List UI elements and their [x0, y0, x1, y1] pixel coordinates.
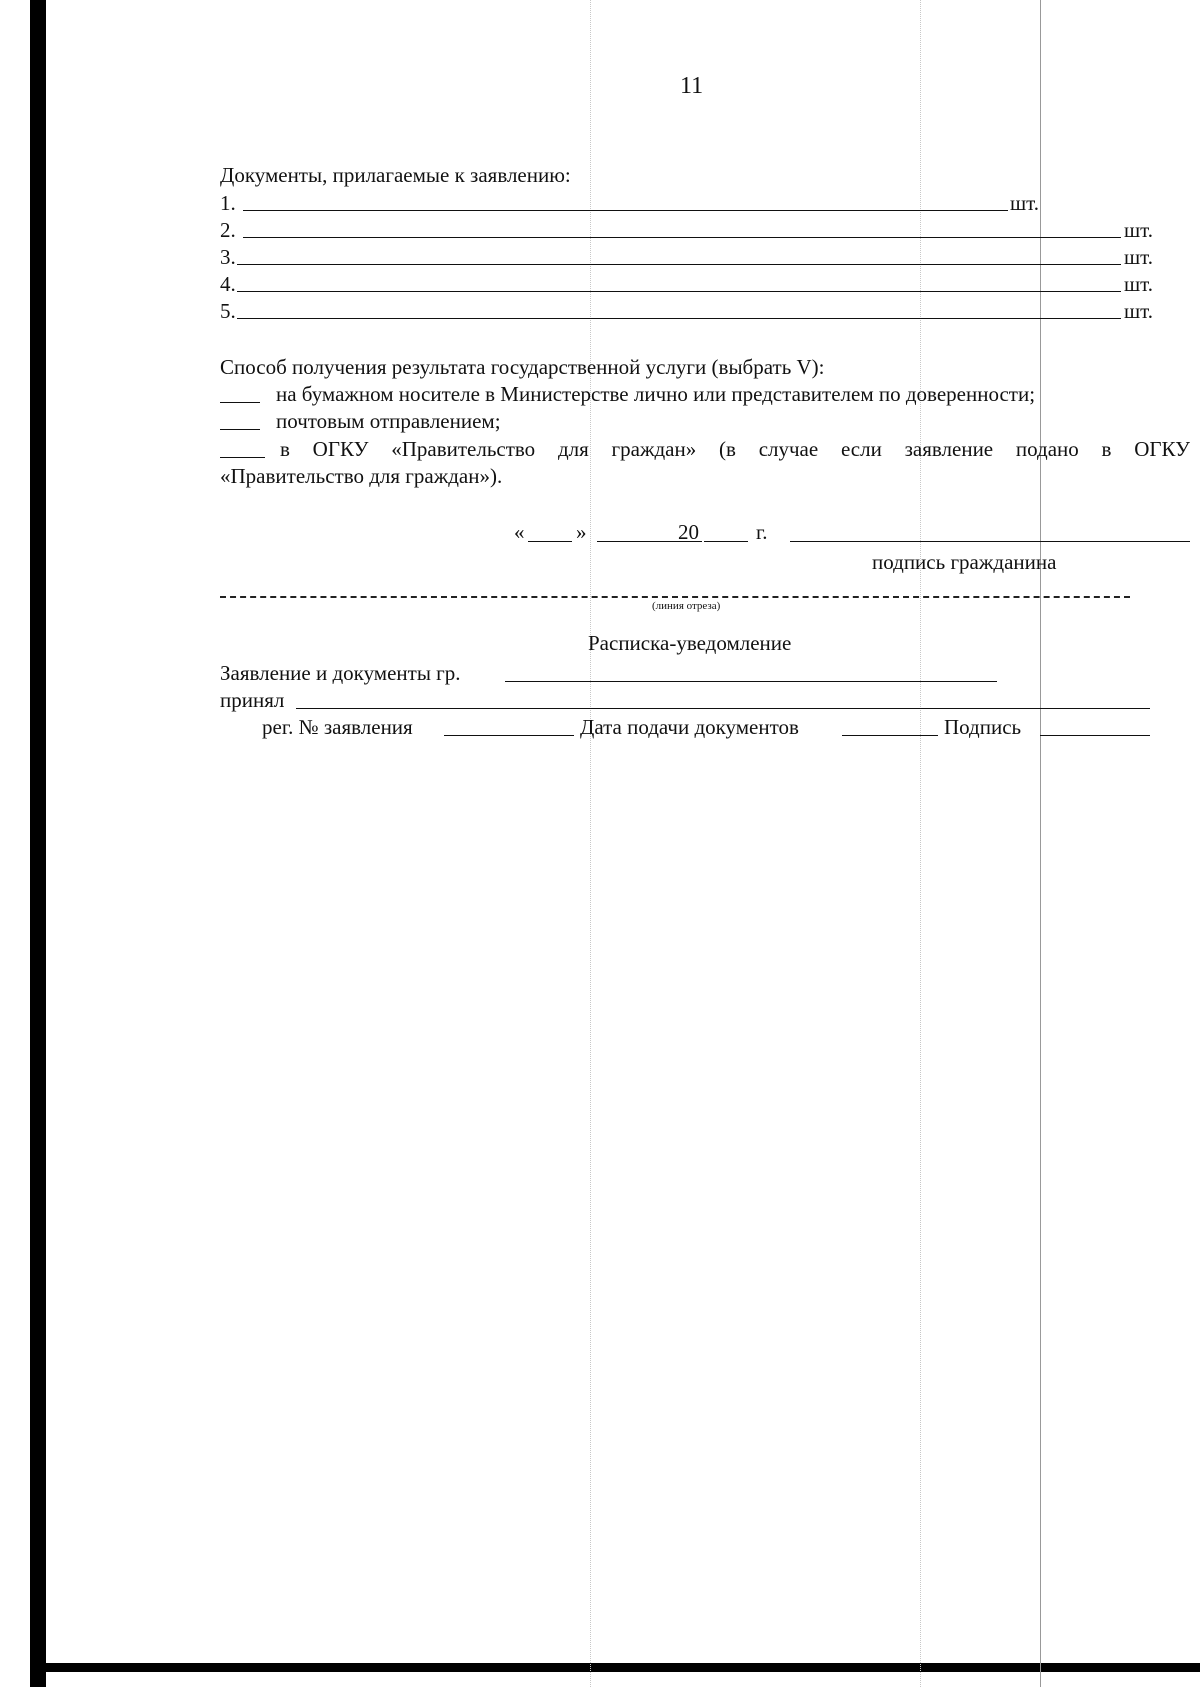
- document-item-number: 4.: [220, 272, 236, 296]
- receipt-sign-field[interactable]: [1040, 735, 1150, 736]
- scan-border-left: [30, 0, 46, 1687]
- receipt-accepted-label: принял: [220, 688, 285, 712]
- method-heading: Способ получения результата государственной услуги (выбрать V):: [220, 355, 825, 379]
- date-year-suffix: г.: [756, 520, 768, 544]
- documents-heading: Документы, прилагаемые к заявлению:: [220, 163, 571, 187]
- method-option-checkbox[interactable]: [220, 457, 265, 458]
- receipt-accepted-field[interactable]: [296, 708, 1150, 709]
- document-item-unit: шт.: [1124, 245, 1154, 269]
- scan-fold-line: [1040, 0, 1041, 1687]
- document-item-unit: шт.: [1010, 191, 1040, 215]
- scan-streak: [590, 0, 591, 1687]
- date-open-quote: «: [514, 520, 525, 544]
- date-close-quote: »: [576, 520, 587, 544]
- citizen-signature-field[interactable]: [790, 541, 1190, 542]
- method-option-label: на бумажном носителе в Министерстве лично или представителем по доверенности;: [276, 382, 1036, 406]
- method-option-checkbox[interactable]: [220, 429, 260, 430]
- receipt-reg-field[interactable]: [444, 735, 574, 736]
- receipt-sign-label: Подпись: [944, 715, 1022, 739]
- date-year-field[interactable]: [704, 541, 748, 542]
- document-item-field[interactable]: [237, 264, 1121, 265]
- signature-caption: подпись гражданина: [872, 550, 1057, 574]
- document-item-field[interactable]: [237, 291, 1121, 292]
- method-option-label: почтовым отправлением;: [276, 409, 501, 433]
- cut-line: [220, 596, 1130, 598]
- receipt-applicant-label: Заявление и документы гр.: [220, 661, 461, 685]
- document-item-number: 1.: [220, 191, 236, 215]
- document-item-field[interactable]: [237, 318, 1121, 319]
- document-item-field[interactable]: [243, 210, 1008, 211]
- receipt-date-field[interactable]: [842, 735, 938, 736]
- date-day-field[interactable]: [528, 541, 572, 542]
- receipt-reg-label: рег. № заявления: [262, 715, 413, 739]
- document-item-unit: шт.: [1124, 272, 1154, 296]
- document-item-unit: шт.: [1124, 299, 1154, 323]
- document-item-unit: шт.: [1124, 218, 1154, 242]
- scan-streak: [920, 0, 921, 1687]
- document-item-field[interactable]: [243, 237, 1121, 238]
- document-item-number: 5.: [220, 299, 236, 323]
- receipt-date-label: Дата подачи документов: [580, 715, 799, 739]
- scan-border-bottom: [30, 1663, 1200, 1672]
- method-option-continuation: «Правительство для граждан»).: [220, 464, 503, 488]
- page-number: 11: [680, 73, 704, 99]
- cut-line-label: (линия отреза): [652, 600, 721, 612]
- date-year-prefix: 20: [678, 520, 699, 544]
- receipt-title: Расписка-уведомление: [588, 631, 792, 655]
- document-item-number: 2.: [220, 218, 236, 242]
- document-item-number: 3.: [220, 245, 236, 269]
- method-option-label: в ОГКУ «Правительство для граждан» (в случае если заявление подано в ОГКУ: [280, 437, 1190, 461]
- method-option-checkbox[interactable]: [220, 402, 260, 403]
- receipt-applicant-field[interactable]: [505, 681, 997, 682]
